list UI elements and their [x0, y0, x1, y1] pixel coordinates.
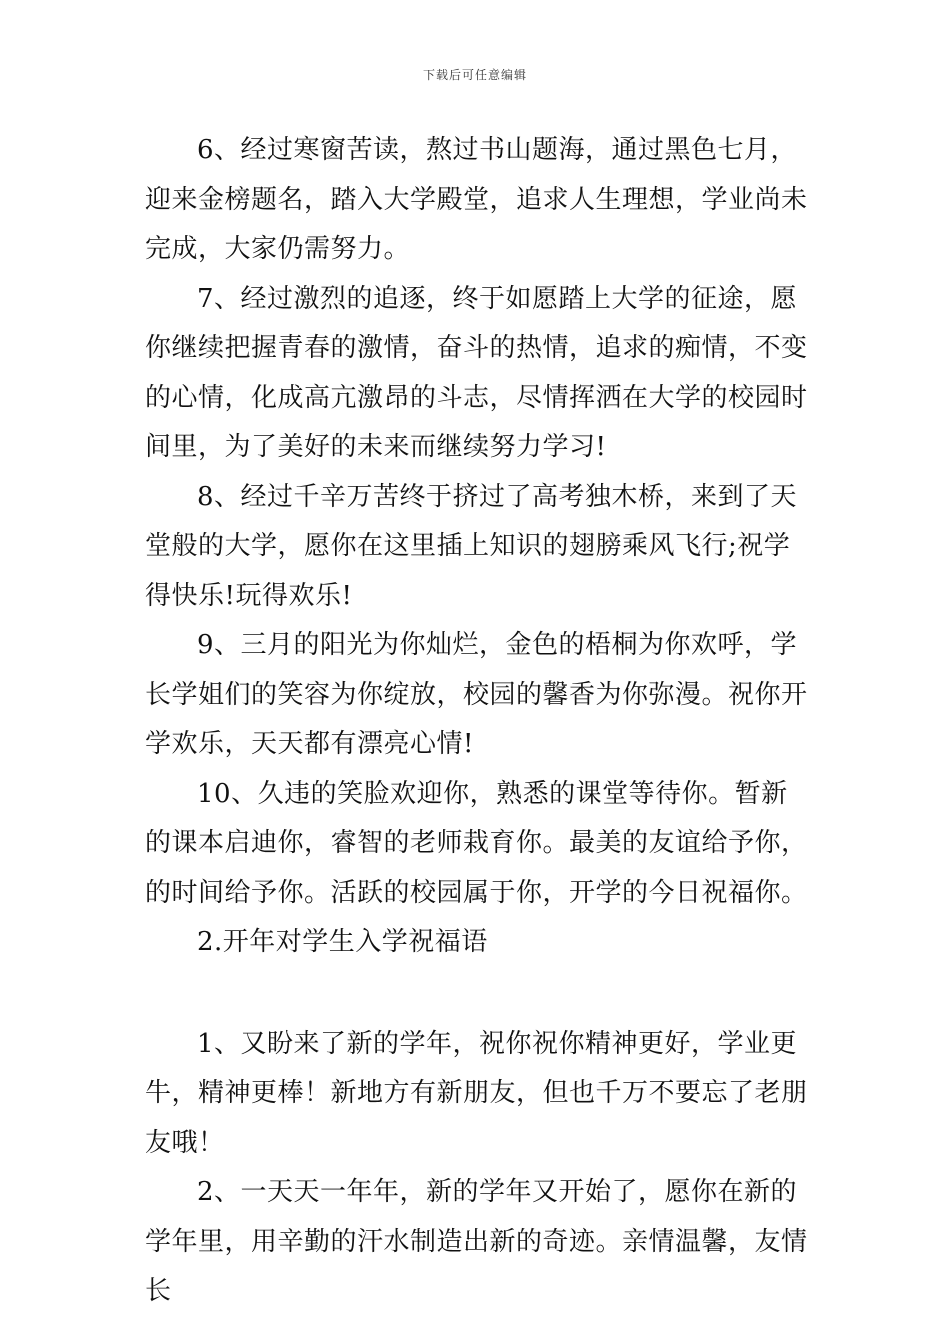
section-heading: 2.开年对学生入学祝福语: [197, 927, 488, 957]
paragraph-10: 10、久违的笑脸欢迎你，熟悉的课堂等待你。暂新的课本启迪你，睿智的老师栽育你。最美的友谊给予你，的时间给予你。活跃的校园属于你，开学的今日祝福你。: [145, 778, 808, 908]
document-body: [145, 126, 810, 1317]
paragraph-b-2: 2、一天天一年年，新的学年又开始了，愿你在新的学年里，用辛勤的汗水制造出新的奇迹。亲情温馨，友情长: [145, 1177, 808, 1306]
blank-line: [145, 968, 810, 1020]
paragraph-b-1: 1、又盼来了新的学年，祝你祝你精神更好，学业更牛，精神更棒！新地方有新朋友，但也千万不要忘了老朋友哦！: [145, 1028, 808, 1158]
paragraph-9: 9、三月的阳光为你灿烂，金色的梧桐为你欢呼，学长学姐们的笑容为你绽放，校园的馨香为你弥漫。祝你开学欢乐，天天都有漂亮心情!: [145, 630, 808, 759]
page-header-note: 下载后可任意编辑: [422, 68, 527, 82]
paragraph-7: 7、经过激烈的追逐，终于如愿踏上大学的征途，愿你继续把握青春的激情，奋斗的热情，追求的痴情，不变的心情，化成高亢激昂的斗志，尽情挥洒在大学的校园时间里，为了美好的未来而继续努力学习!: [145, 283, 808, 462]
paragraph-8: 8、经过千辛万苦终于挤过了高考独木桥，来到了天堂般的大学，愿你在这里插上知识的翅膀乘风飞行;祝学得快乐!玩得欢乐!: [145, 481, 798, 611]
paragraph-6: 6、经过寒窗苦读，熬过书山题海，通过黑色七月，迎来金榜题名，踏入大学殿堂，追求人生理想，学业尚未完成，大家仍需努力。: [145, 135, 808, 264]
